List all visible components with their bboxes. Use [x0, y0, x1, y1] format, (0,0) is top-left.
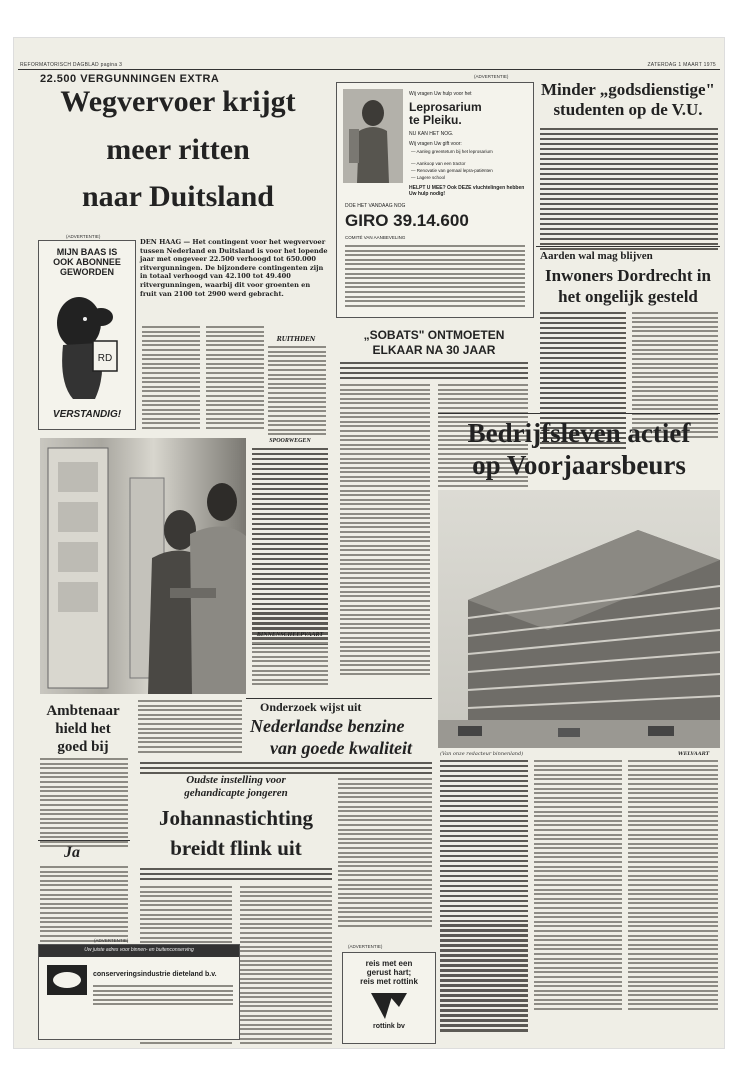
lead-subhead-3: BINNENSCHEEPVAART: [256, 632, 324, 638]
dordrecht-headline-1: Inwoners Dordrecht in: [545, 266, 711, 285]
photo-beurs-building: [438, 490, 720, 748]
ad-conserving: [38, 944, 240, 1040]
newspaper-page: [14, 38, 724, 1048]
vu-headline-2: studenten op de V.U.: [553, 100, 703, 119]
lepra-title-2: te Pleiku.: [409, 113, 462, 127]
rottink-logo-icon: [371, 993, 407, 1019]
ambtenaar-headline-2: hield het: [55, 721, 111, 737]
rottink-ad-label: (ADVERTENTIE): [348, 944, 383, 949]
ja-body: [40, 866, 128, 949]
lepra-item-3: — Renovatie van gemaal lepra-patiënten: [411, 168, 493, 173]
photo-workers-shapes: [40, 438, 246, 694]
sobats-headline-2: ELKAAR NA 30 JAAR: [372, 343, 496, 357]
ad-label: (ADVERTENTIE): [66, 234, 101, 239]
lead-body-col-5: [252, 642, 328, 688]
lead-headline-3: naar Duitsland: [81, 180, 274, 213]
lead-body-col-2: [206, 326, 264, 432]
conserving-tagline: Uw juiste adres voor binnen- en buitenconserving: [84, 947, 194, 953]
lead-subhead-1: RUITHDEN: [276, 336, 316, 343]
photo-workers-at-machine: [40, 438, 246, 694]
beurs-rule: [438, 413, 720, 414]
ad-rottink: [342, 952, 436, 1044]
lepra-ad-label: (ADVERTENTIE): [474, 74, 509, 79]
rottink-brand: rottink bv: [373, 1023, 405, 1030]
benzine-headline-1: Nederlandse benzine: [250, 716, 405, 736]
paper-name: REFORMATORISCH DAGBLAD pagina 3: [20, 62, 123, 68]
ja-rule: [38, 840, 130, 841]
conserving-ad-label: (ADVERTENTIE): [94, 938, 129, 943]
sobats-headline-1: „SOBATS" ONTMOETEN: [363, 328, 505, 342]
photo-caption-lines: [138, 700, 242, 755]
ad-lepra: [336, 82, 534, 318]
beurs-welvaart-subhead: WELVAART: [678, 751, 710, 757]
rottink-line-3: reis met rottink: [360, 977, 418, 986]
vu-rule: [536, 246, 720, 247]
dordrecht-headline-2: het ongelijk gesteld: [558, 287, 698, 306]
dordrecht-kicker: Aarden wal mag blijven: [540, 250, 653, 262]
lead-headline-1: Wegvervoer krijgt: [60, 85, 296, 118]
lead-body-col-3: [268, 346, 326, 438]
ambtenaar-headline-1: Ambtenaar: [46, 703, 120, 719]
lepra-help: HELPT U MEE? Ook DEZE vluchtelingen hebben Uw hulp nodig!: [409, 185, 525, 197]
benzine-col: [338, 778, 432, 930]
rottink-line-2: gerust hart;: [366, 968, 412, 977]
ad-baas-line-3: GEWORDEN: [60, 267, 114, 277]
johanna-kicker-1: Oudste instelling voor: [186, 774, 286, 786]
issue-date: ZATERDAG 1 MAART 1975: [647, 62, 716, 68]
beurs-col-1: [440, 760, 528, 1034]
sobats-intro: [340, 362, 528, 382]
svg-text:RD: RD: [97, 353, 113, 364]
ad-baas-footer: VERSTANDIG!: [52, 409, 122, 420]
vu-headline-1: Minder „godsdienstige": [541, 80, 715, 99]
lepra-give-for: Wij vragen Uw gift voor:: [409, 141, 462, 147]
lepra-photo: [343, 89, 403, 183]
johanna-headline-1: Johannastichting: [158, 806, 314, 830]
benzine-kicker: Onderzoek wijst uit: [260, 700, 362, 714]
building-shape: [438, 490, 720, 748]
lepra-today: DOE HET VANDAAG NOG: [345, 203, 406, 209]
benzine-rule: [246, 698, 432, 699]
ad-baas-line-1: MIJN BAAS IS: [56, 247, 118, 257]
lepra-committee: COMITÉ VAN AANBEVELING: [345, 235, 406, 240]
lepra-item-4: — Lagere school: [411, 175, 446, 180]
beurs-col-3: [628, 760, 718, 1013]
conserving-name: conserveringsindustrie dieteland b.v.: [93, 971, 217, 978]
lead-intro: DEN HAAG — Het contingent voor het wegvervoer tussen Nederland en Duitsland is voor het lopende jaar met ongeveer 22.500 verhoogd tot 650.000 ritvergunningen. De bijzondere contingenten zijn in totaal verhoogd van 42.100 tot 49.400 ritvergunningen, waarbij dit voor groenten en fruit van 2100 tot 2900 werd gebracht.: [140, 238, 328, 298]
vu-body: [540, 128, 718, 253]
lepra-giro: GIRO 39.14.600: [345, 211, 469, 230]
johanna-kicker-2: gehandicapte jongeren: [184, 787, 288, 799]
lead-headline-2: meer ritten: [106, 133, 250, 166]
ja-headline: Ja: [64, 844, 80, 861]
conserving-logo-icon: [47, 965, 87, 995]
rottink-line-1: reis met een: [365, 959, 413, 968]
lepra-item-2: — Aankoop van een tractor: [411, 161, 466, 166]
lepra-need: NU KAN HET NOG.: [409, 131, 454, 137]
lead-subhead-2: SPOORWEGEN: [269, 438, 311, 444]
lepra-intro: Wij vragen Uw hulp voor het: [409, 91, 472, 97]
conserving-address: [93, 985, 233, 1008]
sobats-col-1: [340, 384, 430, 678]
lead-body-col-1: [142, 326, 200, 432]
lepra-committee-list: [345, 245, 525, 309]
lepra-title-1: Leprosarium: [409, 100, 482, 114]
johanna-intro: [140, 868, 332, 883]
beurs-headline-2: op Voorjaarsbeurs: [472, 450, 686, 480]
beurs-col-2: [534, 760, 622, 1013]
johanna-col-2: [240, 886, 332, 1047]
lepra-item-1: — Aanleg greenteturn bij het leprosarium: [411, 149, 493, 154]
beurs-caption: (Van onze redacteur binnenland): [440, 751, 524, 757]
dog-illustration: [49, 283, 125, 403]
beurs-headline-1: Bedrijfsleven actief: [467, 418, 691, 448]
ad-baas-line-2: OOK ABONNEE: [53, 257, 121, 267]
lepra-child-shape: [343, 89, 403, 183]
johanna-headline-2: breidt flink uit: [170, 836, 302, 860]
ambtenaar-body: [40, 758, 128, 850]
benzine-headline-2: van goede kwaliteit: [270, 738, 412, 758]
lead-body-col-4: [252, 448, 328, 647]
ambtenaar-headline-3: goed bij: [57, 739, 109, 755]
lead-kicker: 22.500 VERGUNNINGEN EXTRA: [40, 73, 220, 85]
ad-baas: [38, 240, 136, 430]
header-rule: [18, 69, 720, 70]
